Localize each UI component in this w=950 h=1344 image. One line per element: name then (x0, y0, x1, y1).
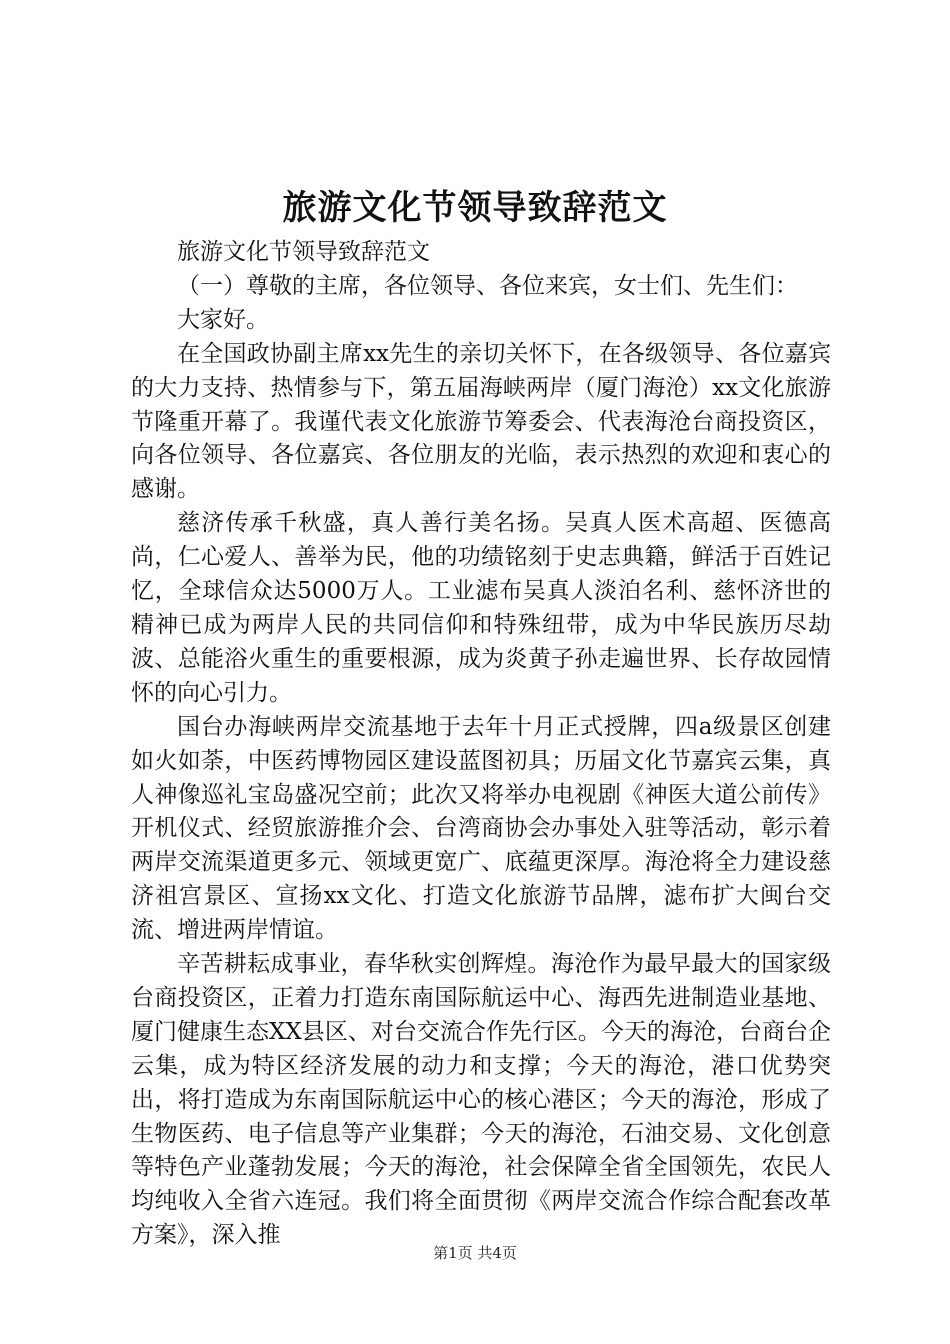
paragraph: 在全国政协副主席xx先生的亲切关怀下，在各级领导、各位嘉宾的大力支持、热情参与下，第五届海峡两岸（厦门海沧）xx文化旅游节隆重开幕了。我谨代表文化旅游节筹委会、代表海沧台商投资区，向各位领导、各位嘉宾、各位朋友的光临，表示热烈的欢迎和衷心的感谢。 (131, 340, 831, 503)
paragraph: 大家好。 (177, 306, 269, 333)
paragraph: （一）尊敬的主席，各位领导、各位来宾，女士们、先生们： (177, 272, 798, 299)
document-body (131, 236, 831, 1253)
paragraph: 慈济传承千秋盛，真人善行美名扬。吴真人医术高超、医德高尚，仁心爱人、善举为民，他的功绩铭刻于史志典籍，鲜活于百姓记忆，全球信众达5000万人。工业滤布吴真人淡泊名利、慈怀济世的精神已成为两岸人民的共同信仰和特殊纽带，成为中华民族历尽劫波、总能浴火重生的重要根源，成为炎黄子孙走遍世界、长存故园情怀的向心引力。 (131, 510, 831, 706)
page-footer: 第1页 共4页 (433, 1244, 517, 1262)
document-title: 旅游文化节领导致辞范文 (282, 188, 668, 228)
paragraph: 辛苦耕耘成事业，春华秋实创辉煌。海沧作为最早最大的国家级台商投资区，正着力打造东南国际航运中心、海西先进制造业基地、厦门健康生态XX县区、对台交流合作先行区。今天的海沧，台商台企云集，成为特区经济发展的动力和支撑；今天的海沧，港口优势突出，将打造成为东南国际航运中心的核心港区；今天的海沧，形成了生物医药、电子信息等产业集群；今天的海沧，石油交易、文化创意等特色产业蓬勃发展；今天的海沧，社会保障全省全国领先，农民人均纯收入全省六连冠。我们将全面贯彻《两岸交流合作综合配套改革方案》，深入推 (131, 951, 831, 1249)
paragraph: 旅游文化节领导致辞范文 (177, 239, 430, 265)
paragraph: 国台办海峡两岸交流基地于去年十月正式授牌，四a级景区创建如火如荼，中医药博物园区建设蓝图初具；历届文化节嘉宾云集，真人神像巡礼宝岛盛况空前；此次又将举办电视剧《神医大道公前传》开机仪式、经贸旅游推介会、台湾商协会办事处入驻等活动，彰示着两岸交流渠道更多元、领域更宽广、底蕴更深厚。海沧将全力建设慈济祖宫景区、宣扬xx文化、打造文化旅游节品牌，滤布扩大闽台交流、增进两岸情谊。 (131, 713, 831, 944)
